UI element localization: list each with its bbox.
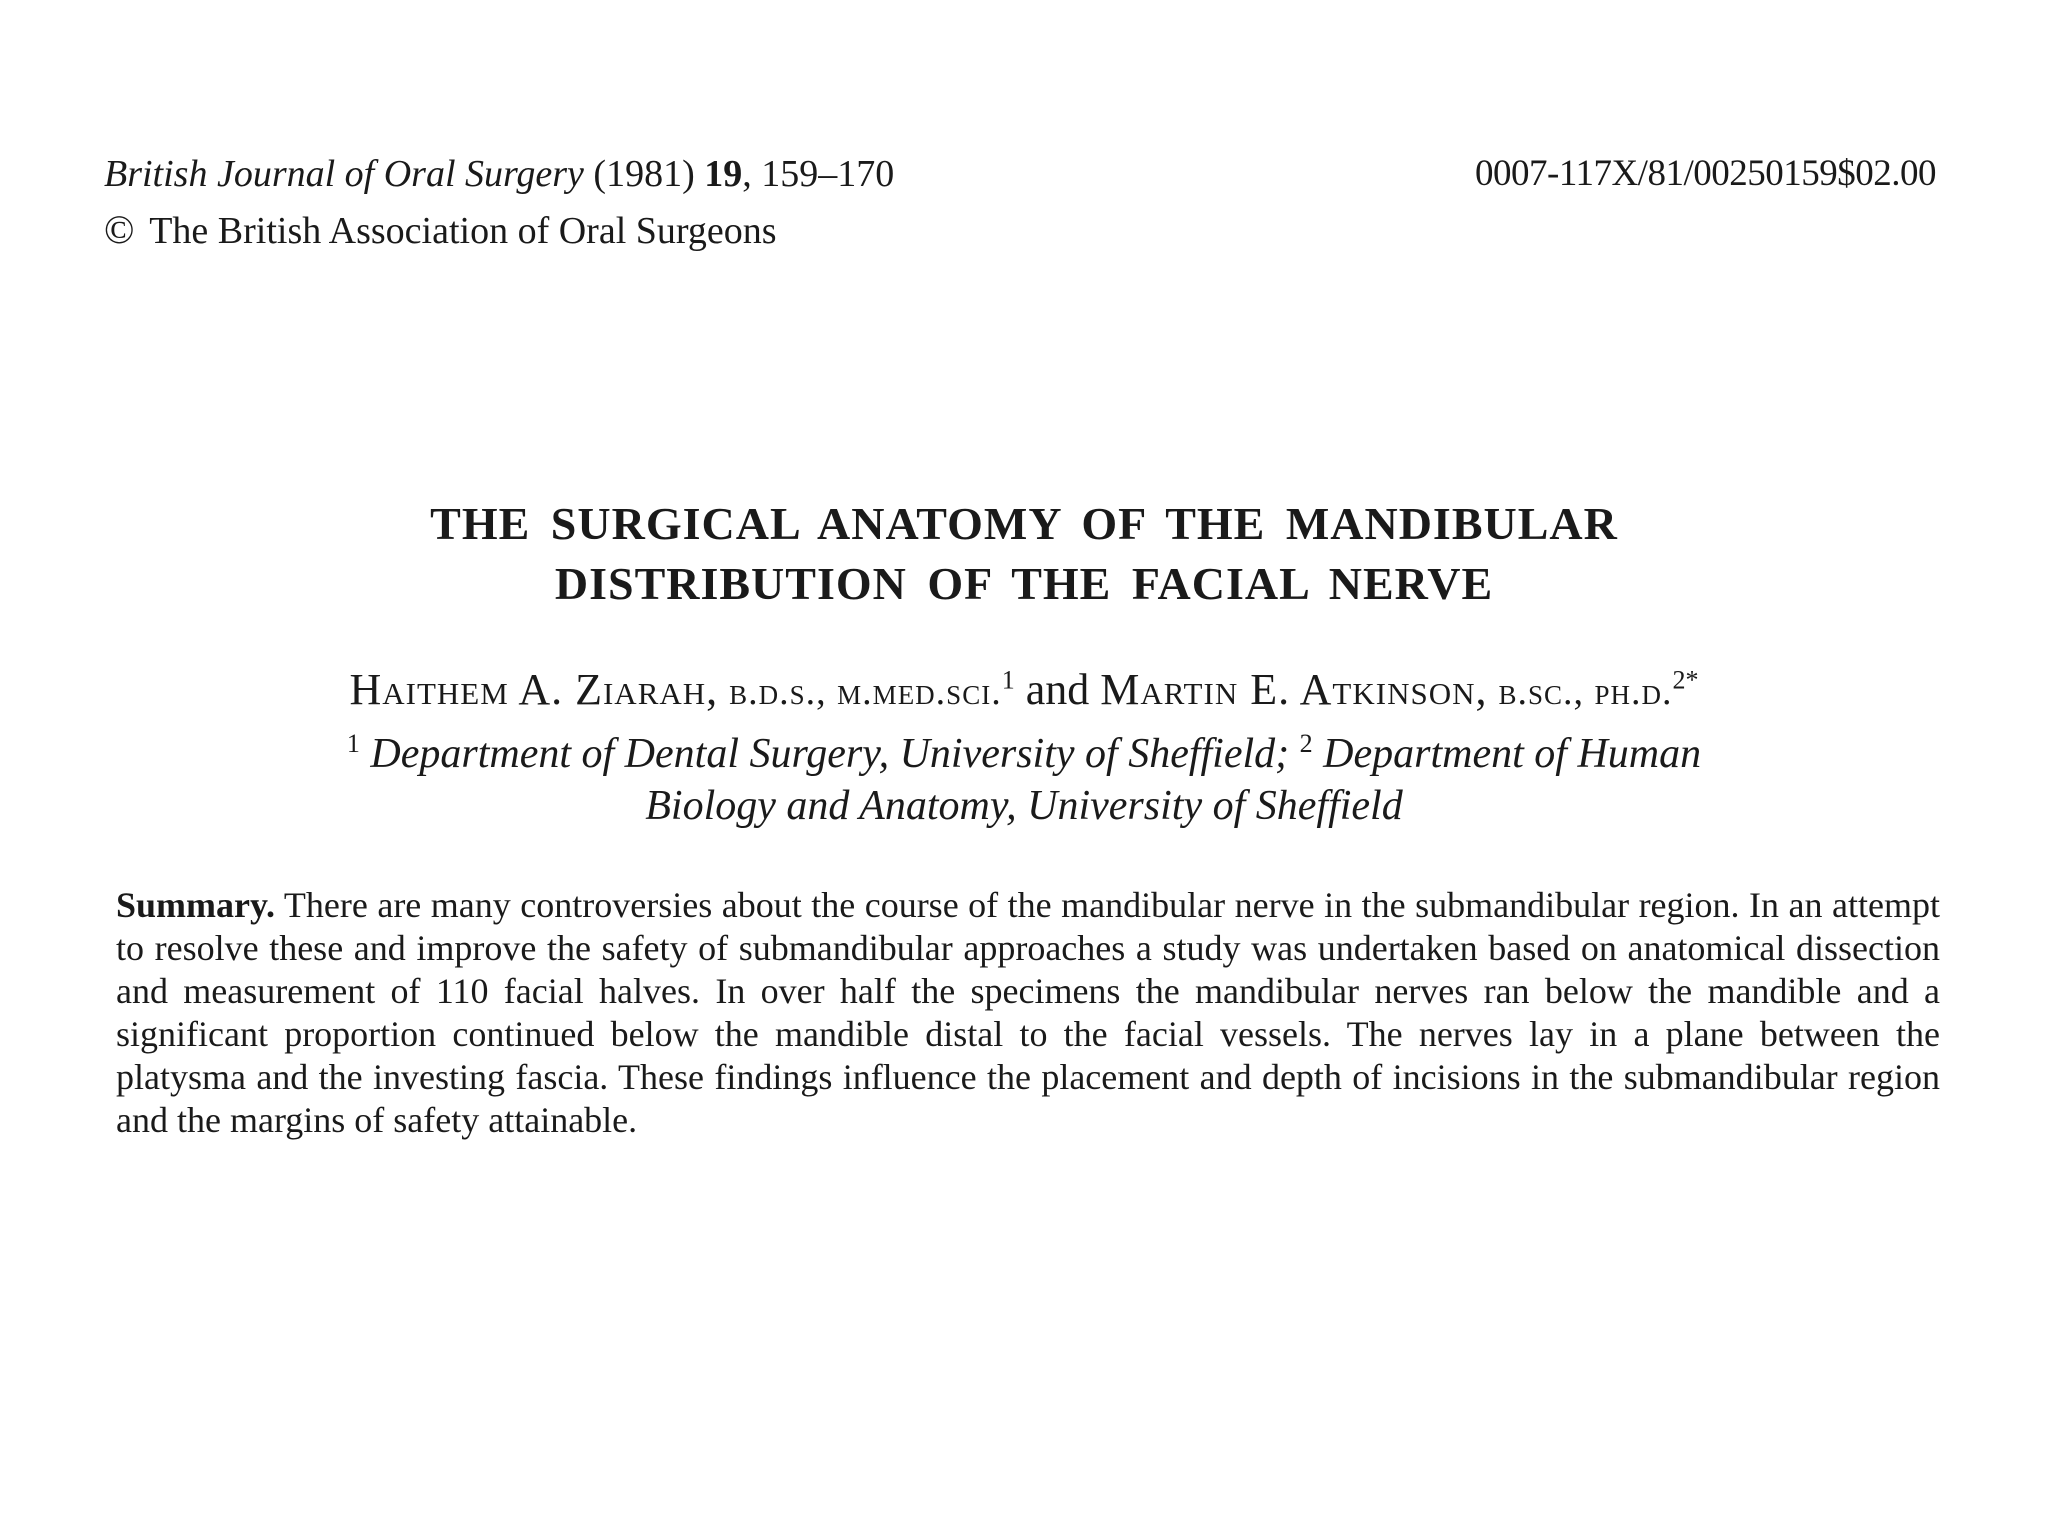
- journal-year: (1981): [593, 153, 695, 195]
- journal-pages: , 159–170: [742, 153, 895, 195]
- author-2-mark: 2*: [1672, 665, 1699, 695]
- citation-line: [104, 146, 894, 202]
- author-1-mark: 1: [1001, 665, 1015, 695]
- affiliation-1-mark: 1: [346, 729, 360, 758]
- author-2-degrees: b.sc., ph.d.: [1498, 671, 1673, 713]
- author-1-degrees: b.d.s., m.med.sci.: [729, 671, 1002, 713]
- author-list: [0, 662, 2048, 720]
- article-title: [0, 494, 2048, 614]
- journal-citation: [104, 146, 894, 259]
- title-line-2: DISTRIBUTION OF THE FACIAL NERVE: [554, 558, 1494, 609]
- summary-label: Summary.: [116, 885, 276, 925]
- affiliation-line-1: [0, 728, 2048, 780]
- title-line-1: THE SURGICAL ANATOMY OF THE MANDIBULAR: [430, 498, 1618, 549]
- article-code: 0007-117X/81/00250159$02.00: [1475, 153, 1936, 194]
- author-1-name: Haithem A. Ziarah,: [349, 665, 719, 714]
- copyright-holder: The British Association of Oral Surgeons: [149, 210, 777, 252]
- author-2-name: Martin E. Atkinson,: [1100, 665, 1488, 714]
- journal-volume: 19: [704, 153, 743, 195]
- summary-paragraph: [116, 884, 1940, 1142]
- affiliation-1: Department of Dental Surgery, University of Sheffield;: [370, 731, 1290, 777]
- affiliation-2-part1: Department of Human: [1323, 731, 1702, 777]
- affiliation-line-2: Biology and Anatomy, University of Sheffield: [645, 783, 1403, 829]
- author-conjunction: and: [1025, 665, 1090, 714]
- affiliations: [0, 728, 2048, 832]
- summary-text: There are many controversies about the course of the mandibular nerve in the submandibular region. In an attempt to resolve these and improve the safety of submandibular approaches a study was undertaken based on anatomical dissection and measurement of 110 facial halves. In over half the specimens the mandibular nerves ran below the mandible and a significant proportion continued below the mandible distal to the facial vessels. The nerves lay in a plane between the platysma and the investing fascia. These findings influence the placement and depth of incisions in the submandibular region and the margins of safety attainable.: [116, 885, 1941, 1140]
- affiliation-2-mark: 2: [1299, 729, 1313, 758]
- copyright-line: [104, 202, 894, 259]
- journal-name: British Journal of Oral Surgery: [104, 153, 584, 195]
- copyright-icon: ©: [104, 207, 135, 252]
